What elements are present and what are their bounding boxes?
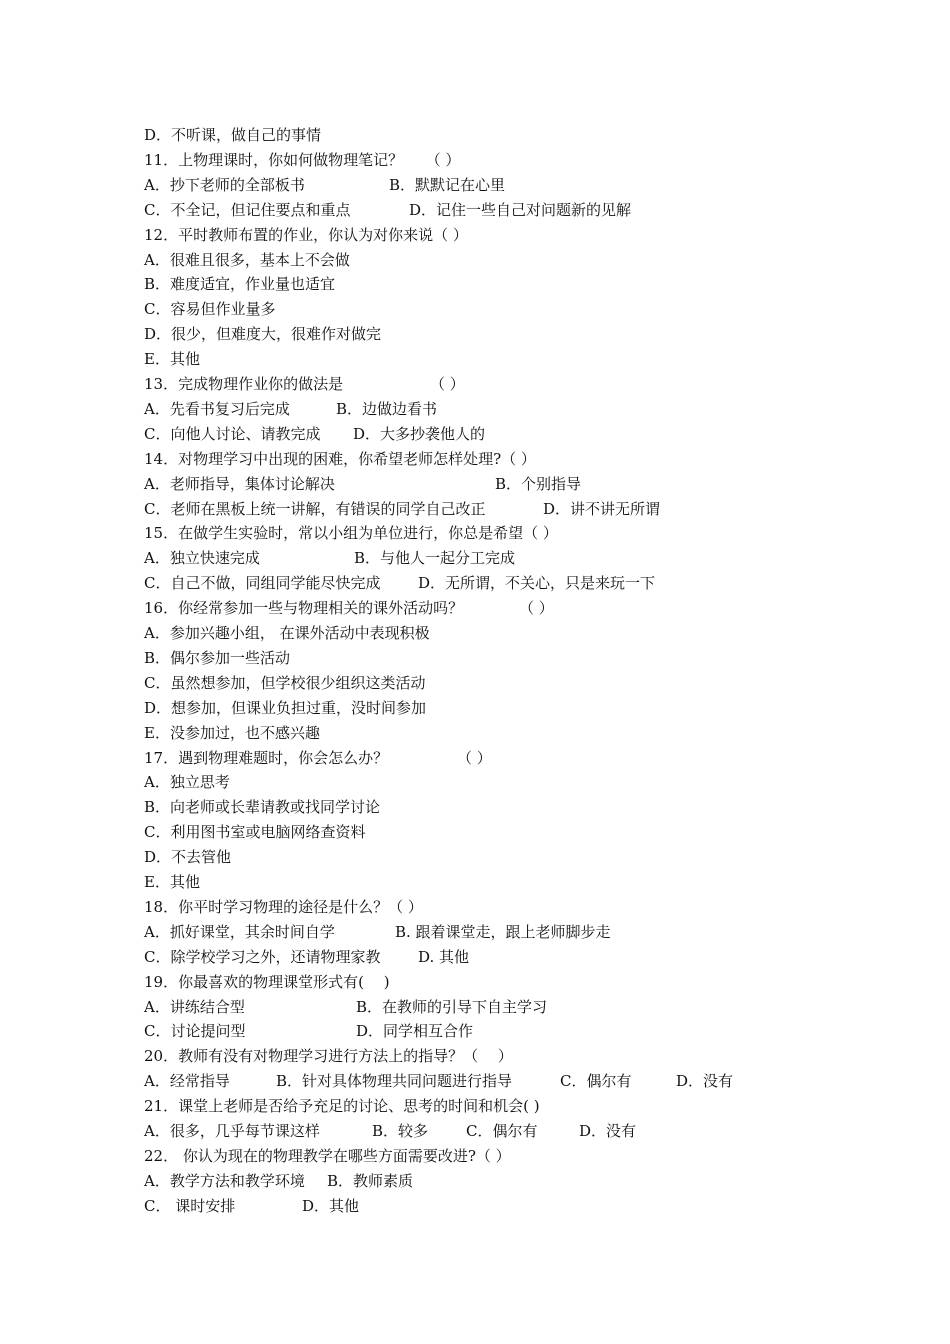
line-text: E．其他 xyxy=(144,873,200,891)
line-option: B．与他人一起分工完成 xyxy=(354,549,516,568)
line-option: B．较多 xyxy=(372,1122,429,1140)
line-option: C．偶尔有 xyxy=(560,1072,632,1091)
line-text: 16．你经常参加一些与物理相关的课外活动吗？ xyxy=(144,599,464,618)
line-text: C．讨论提问型 xyxy=(144,1022,246,1041)
line-text: E．其他 xyxy=(144,350,200,369)
line-option: （ ） xyxy=(457,748,492,767)
line-text: A．老师指导，集体讨论解决 xyxy=(144,474,335,493)
line-option: B．边做边看书 xyxy=(336,399,438,418)
line-option: D．大多抄袭他人的 xyxy=(353,424,486,443)
line-text: D．很少，但难度大，很难作对做完 xyxy=(144,325,382,344)
line-option: D．没有 xyxy=(676,1072,734,1091)
line-option: B. 跟着课堂走，跟上老师脚步走 xyxy=(395,922,611,941)
line-text: A．参加兴趣小组， 在课外活动中表现积极 xyxy=(144,624,430,642)
line-text: C．利用图书室或电脑网络查资料 xyxy=(144,823,366,842)
line-option: D．没有 xyxy=(579,1122,637,1140)
line-option: D．无所谓，不关心，只是来玩一下 xyxy=(418,574,656,593)
line-text: A．很多，几乎每节课这样 xyxy=(144,1122,320,1140)
line-text: A．抄下老师的全部板书 xyxy=(144,175,305,194)
line-text: 13．完成物理作业你的做法是 xyxy=(144,375,344,393)
line-text: C．不全记，但记住要点和重点 xyxy=(144,200,351,219)
line-option: C．偶尔有 xyxy=(466,1122,538,1140)
line-text: B．向老师或长辈请教或找同学讨论 xyxy=(144,798,381,817)
line-text: C．老师在黑板上统一讲解，有错误的同学自己改正 xyxy=(144,499,486,518)
line-text: 19．你最喜欢的物理课堂形式有( ) xyxy=(144,972,390,991)
line-text: C．容易但作业量多 xyxy=(144,300,276,319)
line-text: C．自己不做，同组同学能尽快完成 xyxy=(144,574,381,593)
line-text: A．独立快速完成 xyxy=(144,549,260,568)
line-text: B．难度适宜，作业量也适宜 xyxy=(144,275,336,294)
line-text: C．向他人讨论、请教完成 xyxy=(144,424,321,443)
line-text: B．偶尔参加一些活动 xyxy=(144,648,291,667)
line-text: 22． 你认为现在的物理教学在哪些方面需要改进?（ ） xyxy=(144,1146,511,1165)
line-text: E．没参加过，也不感兴趣 xyxy=(144,723,320,742)
line-text: A．经常指导 xyxy=(144,1072,230,1091)
line-text: D．不去管他 xyxy=(144,848,232,867)
line-option: B．在教师的引导下自主学习 xyxy=(356,997,548,1016)
line-option: B．针对具体物理共同问题进行指导 xyxy=(276,1072,513,1091)
line-text: D．不听课，做自己的事情 xyxy=(144,126,322,144)
line-text: 20．教师有没有对物理学习进行方法上的指导？（ ） xyxy=(144,1047,513,1066)
line-text: 15．在做学生实验时，常以小组为单位进行，你总是希望（ ） xyxy=(144,524,558,543)
line-text: 17．遇到物理难题时，你会怎么办？ xyxy=(144,748,389,767)
line-text: A．抓好课堂，其余时间自学 xyxy=(144,922,335,941)
line-option: B．教师素质 xyxy=(327,1171,414,1190)
line-text: A．先看书复习后完成 xyxy=(144,399,290,418)
line-text: C． 课时安排 xyxy=(144,1196,236,1215)
line-option: B．个别指导 xyxy=(495,474,582,493)
line-text: 18．你平时学习物理的途径是什么？（ ） xyxy=(144,897,423,916)
line-option: （ ） xyxy=(519,599,554,618)
line-text: D．想参加，但课业负担过重，没时间参加 xyxy=(144,698,427,717)
line-text: 21．课堂上老师是否给予充足的讨论、思考的时间和机会( ) xyxy=(144,1097,540,1116)
line-text: C．虽然想参加，但学校很少组织这类活动 xyxy=(144,673,426,692)
line-text: A．很难且很多，基本上不会做 xyxy=(144,250,350,269)
line-text: 12．平时教师布置的作业，你认为对你来说（ ） xyxy=(144,225,468,244)
line-text: A．独立思考 xyxy=(144,773,230,792)
line-option: D. 其他 xyxy=(418,947,470,966)
line-option: D．其他 xyxy=(302,1196,360,1215)
line-text: A．讲练结合型 xyxy=(144,997,245,1016)
line-option: D．记住一些自己对问题新的见解 xyxy=(409,200,632,219)
line-text: C．除学校学习之外，还请物理家教 xyxy=(144,947,381,966)
line-option: （ ） xyxy=(430,375,465,393)
line-option: D．同学相互合作 xyxy=(356,1022,474,1041)
line-text: A．教学方法和教学环境 xyxy=(144,1171,305,1190)
line-text: 11．上物理课时，你如何做物理笔记？ （ ） xyxy=(144,150,461,169)
line-option: B．默默记在心里 xyxy=(389,175,506,194)
line-text: 14．对物理学习中出现的困难，你希望老师怎样处理?（ ） xyxy=(144,449,536,468)
line-option: D．讲不讲无所谓 xyxy=(543,499,661,518)
